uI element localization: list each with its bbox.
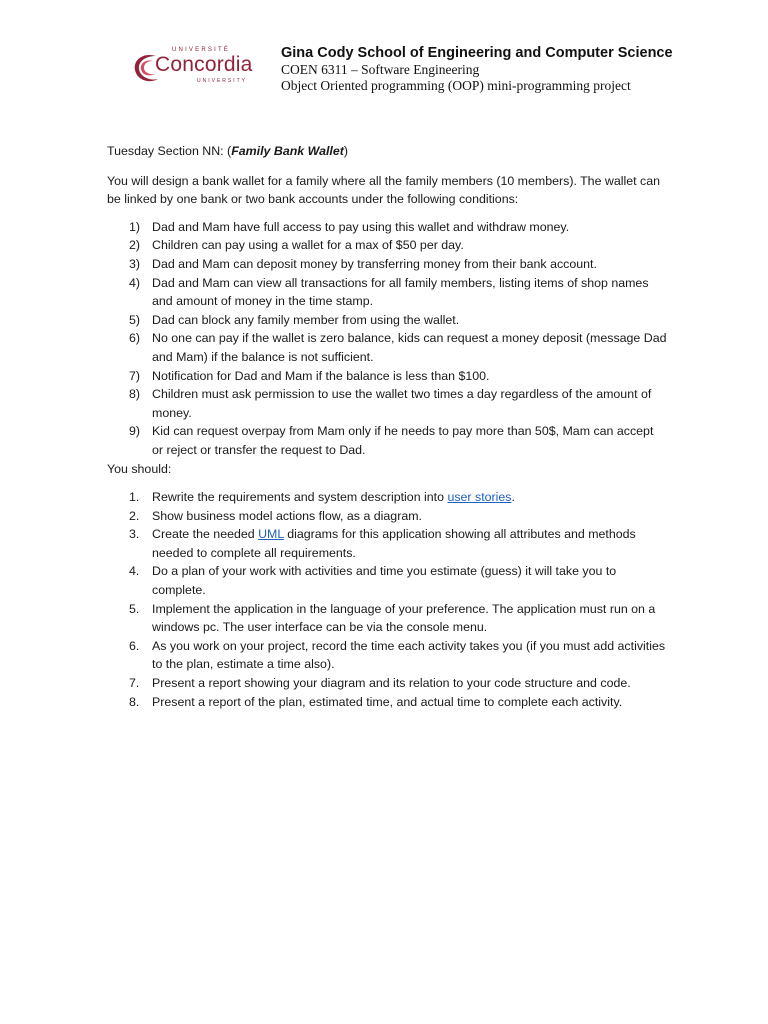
school-title: Gina Cody School of Engineering and Computer Science <box>281 45 673 61</box>
list-number: 2. <box>129 508 140 523</box>
list-item <box>107 525 667 562</box>
list-item <box>107 385 667 422</box>
list-number: 6) <box>129 331 141 346</box>
concordia-logo <box>131 47 263 89</box>
list-item <box>107 274 667 311</box>
list-text: No one can pay if the wallet is zero balance, kids can request a money deposit (message Dad and Mam) if the balance is not sufficient. <box>152 331 667 364</box>
list-text: Dad can block any family member from using the wallet. <box>152 312 460 327</box>
list-number: 6. <box>129 638 140 653</box>
list-number: 7) <box>129 368 141 383</box>
logo-universite-text: UNIVERSITÉ <box>172 47 231 53</box>
list-number: 1. <box>129 490 140 505</box>
list-item <box>107 236 667 255</box>
you-should-heading: You should: <box>107 461 172 476</box>
list-text: Dad and Mam can view all transactions for all family members, listing items of shop names and amount of money in the time stamp. <box>152 275 649 309</box>
project-title: Object Oriented programming (OOP) mini-programming project <box>281 78 631 93</box>
uml-link[interactable]: UML <box>258 527 284 542</box>
list-item <box>107 600 667 637</box>
list-item <box>107 255 667 274</box>
list-item <box>107 562 667 599</box>
list-number: 1) <box>129 219 141 234</box>
section-suffix: ) <box>343 144 349 158</box>
list-number: 5. <box>129 601 140 616</box>
logo-wordmark: Concordia <box>155 53 253 76</box>
list-item <box>107 218 667 237</box>
list-number: 2) <box>129 238 141 253</box>
list-item <box>107 507 667 526</box>
list-text: Implement the application in the language of your preference. The application must run on a windows pc. The user interface can be via the console menu. <box>152 601 656 635</box>
document-body <box>107 142 667 711</box>
requirements-list <box>107 218 667 460</box>
user-stories-link[interactable]: user stories <box>447 490 512 505</box>
list-text: Children must ask permission to use the wallet two times a day regardless of the amount of money. <box>152 387 652 420</box>
list-text: As you work on your project, record the time each activity takes you (if you must add activities to the plan, estimate a time also). <box>152 638 666 672</box>
tasks-list <box>107 488 667 711</box>
list-text: Kid can request overpay from Mam only if he needs to pay more than 50$, Mam can accept or reject or transfer the request to Dad. <box>152 424 654 457</box>
section-prefix: Tuesday Section NN: ( <box>107 144 232 158</box>
document-header <box>281 45 721 94</box>
list-item <box>107 488 667 507</box>
section-title: Family Bank Wallet <box>231 144 344 158</box>
logo-university-text: UNIVERSITY <box>197 78 248 84</box>
list-text: Dad and Mam have full access to pay using this wallet and withdraw money. <box>152 219 570 234</box>
list-number: 3) <box>129 256 141 271</box>
list-text: Create the needed <box>152 527 259 542</box>
list-text: . <box>511 490 515 505</box>
list-number: 8. <box>129 694 140 709</box>
list-text: Rewrite the requirements and system description into <box>152 490 448 505</box>
list-item <box>107 422 667 459</box>
list-item <box>107 637 667 674</box>
list-number: 7. <box>129 676 140 691</box>
list-text: Notification for Dad and Mam if the balance is less than $100. <box>152 368 490 383</box>
list-number: 4. <box>129 564 140 579</box>
course-title: COEN 6311 – Software Engineering <box>281 62 480 77</box>
list-text: Children can pay using a wallet for a max of $50 per day. <box>152 238 464 253</box>
list-text: Dad and Mam can deposit money by transferring money from their bank account. <box>152 256 597 271</box>
list-text: Present a report showing your diagram and its relation to your code structure and code. <box>152 676 631 691</box>
list-text: Do a plan of your work with activities and time you estimate (guess) it will take you to complete. <box>152 564 617 598</box>
list-item <box>107 367 667 386</box>
list-text: Show business model actions flow, as a diagram. <box>152 508 422 523</box>
list-number: 9) <box>129 424 141 439</box>
list-item <box>107 329 667 366</box>
section-heading <box>107 142 667 161</box>
list-text: diagrams for this application showing all attributes and methods needed to complete all requirements. <box>152 527 636 560</box>
intro-paragraph: You will design a bank wallet for a family where all the family members (10 members). The wallet can be linked by one bank or two bank accounts under the following conditions: <box>107 173 660 207</box>
list-item <box>107 674 667 693</box>
list-number: 3. <box>129 527 140 542</box>
list-number: 8) <box>129 387 141 402</box>
list-item <box>107 693 667 712</box>
list-item <box>107 311 667 330</box>
list-number: 4) <box>129 275 141 290</box>
list-text: Present a report of the plan, estimated time, and actual time to complete each activity. <box>152 694 623 709</box>
list-number: 5) <box>129 312 141 327</box>
